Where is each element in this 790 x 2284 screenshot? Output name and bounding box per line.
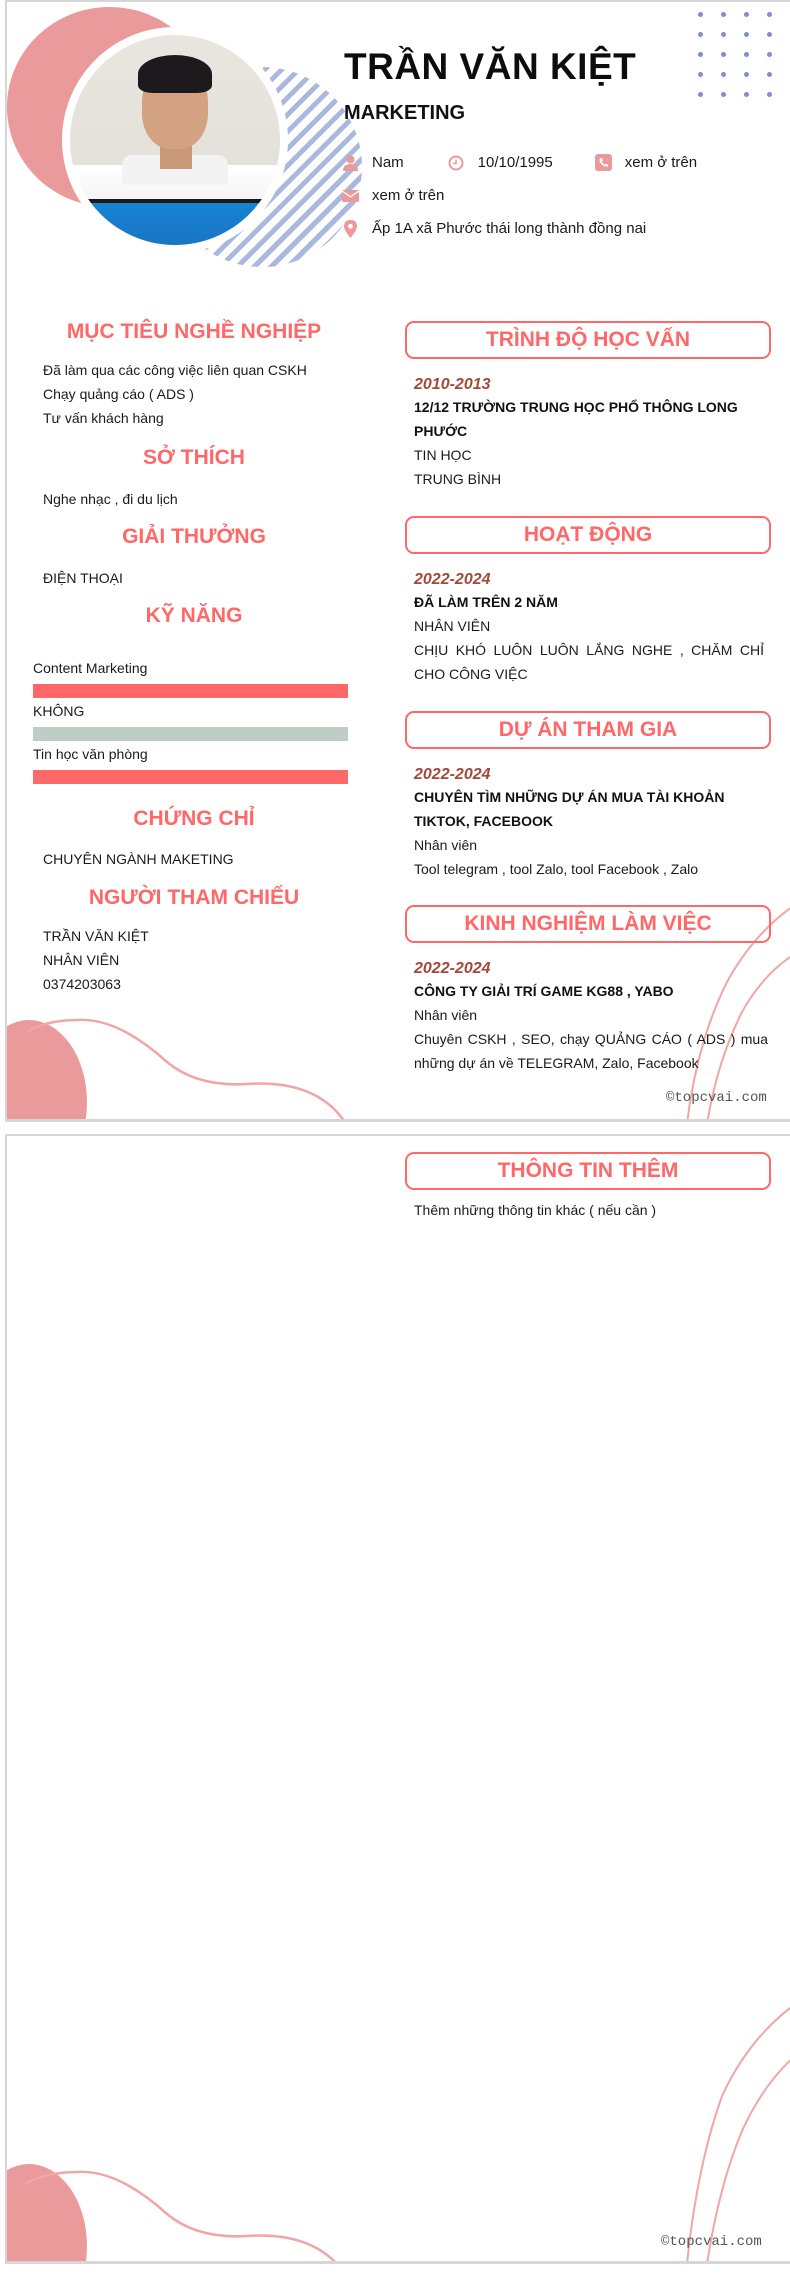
education-date: 2010-2013 [414, 376, 491, 393]
experience-date: 2022-2024 [414, 960, 491, 977]
education-major: TIN HỌC [414, 447, 472, 463]
objective-line: Tư vấn khách hàng [43, 410, 164, 426]
section-title-skills: KỸ NĂNG [145, 604, 243, 627]
section-title-activities: HOẠT ĐỘNG [405, 516, 771, 554]
reference-line: NHÂN VIÊN [43, 952, 120, 968]
hobbies-text: Nghe nhạc , đi du lịch [43, 491, 178, 507]
section-title-references: NGƯỜI THAM CHIẾU [88, 886, 300, 909]
activities-org: ĐÃ LÀM TRÊN 2 NĂM [414, 594, 558, 610]
gender-value: Nam [372, 154, 404, 171]
skill-label: Content Marketing [33, 660, 148, 676]
decor-curves [7, 2, 790, 1122]
cv-page-2 [5, 1134, 790, 2264]
section-title-objective: MỤC TIÊU NGHỀ NGHIỆP [66, 320, 322, 343]
reference-line: 0374203063 [43, 976, 121, 992]
section-title-certificates: CHỨNG CHỈ [133, 807, 255, 830]
reference-line: TRẦN VĂN KIỆT [43, 928, 149, 944]
candidate-position: MARKETING [344, 102, 466, 124]
certificates-text: CHUYÊN NGÀNH MAKETING [43, 851, 234, 867]
watermark: ©topcvai.com [661, 2234, 762, 2250]
cv-page-1 [5, 0, 790, 1122]
section-title-experience: KINH NGHIỆM LÀM VIỆC [405, 905, 771, 943]
projects-desc: Tool telegram , tool Zalo, tool Facebook , Zalo [414, 861, 699, 877]
phone-value: xem ở trên [624, 154, 698, 171]
projects-name: CHUYÊN TÌM NHỮNG DỰ ÁN MUA TÀI KHOẢN TIKTOK, FACEBOOK [414, 789, 725, 829]
projects-date: 2022-2024 [414, 766, 491, 783]
birthday-value: 10/10/1995 [477, 154, 553, 171]
section-title-additional: THÔNG TIN THÊM [405, 1152, 771, 1190]
activities-desc: CHỊU KHÓ LUÔN LUÔN LẮNG NGHE , CHĂM CHỈ CHO CÔNG VIỆC [414, 642, 764, 682]
activities-role: NHÂN VIÊN [414, 618, 491, 634]
email-value: xem ở trên [372, 187, 445, 204]
activities-date: 2022-2024 [414, 571, 491, 588]
decor-curves [7, 1136, 790, 2264]
address-value: Ấp 1A xã Phước thái long thành đồng nai [372, 220, 647, 237]
skill-label: Tin học văn phòng [33, 746, 148, 762]
objective-line: Đã làm qua các công việc liên quan CSKH [43, 362, 307, 378]
experience-role: Nhân viên [414, 1007, 478, 1023]
section-title-education: TRÌNH ĐỘ HỌC VẤN [405, 321, 771, 359]
section-title-projects: DỰ ÁN THAM GIA [405, 711, 771, 749]
section-title-awards: GIẢI THƯỞNG [122, 525, 266, 548]
section-title-hobbies: SỞ THÍCH [143, 446, 245, 469]
education-school: 12/12 TRƯỜNG TRUNG HỌC PHỔ THÔNG LONG PHƯỚC [414, 399, 738, 439]
objective-line: Chạy quảng cáo ( ADS ) [43, 386, 194, 402]
experience-desc: Chuyên CSKH , SEO, chạy QUẢNG CÁO ( ADS ) mua những dự án về TELEGRAM, Zalo, Facebook [414, 1031, 768, 1071]
skill-label: KHÔNG [33, 703, 85, 719]
watermark: ©topcvai.com [666, 1090, 767, 1106]
projects-role: Nhân viên [414, 837, 478, 853]
awards-text: ĐIỆN THOẠI [43, 570, 123, 586]
additional-text: Thêm những thông tin khác ( nếu cần ) [414, 1202, 657, 1218]
experience-company: CÔNG TY GIẢI TRÍ GAME KG88 , YABO [414, 983, 674, 999]
candidate-name: TRẦN VĂN KIỆT [344, 46, 637, 87]
education-grade: TRUNG BÌNH [414, 471, 502, 487]
